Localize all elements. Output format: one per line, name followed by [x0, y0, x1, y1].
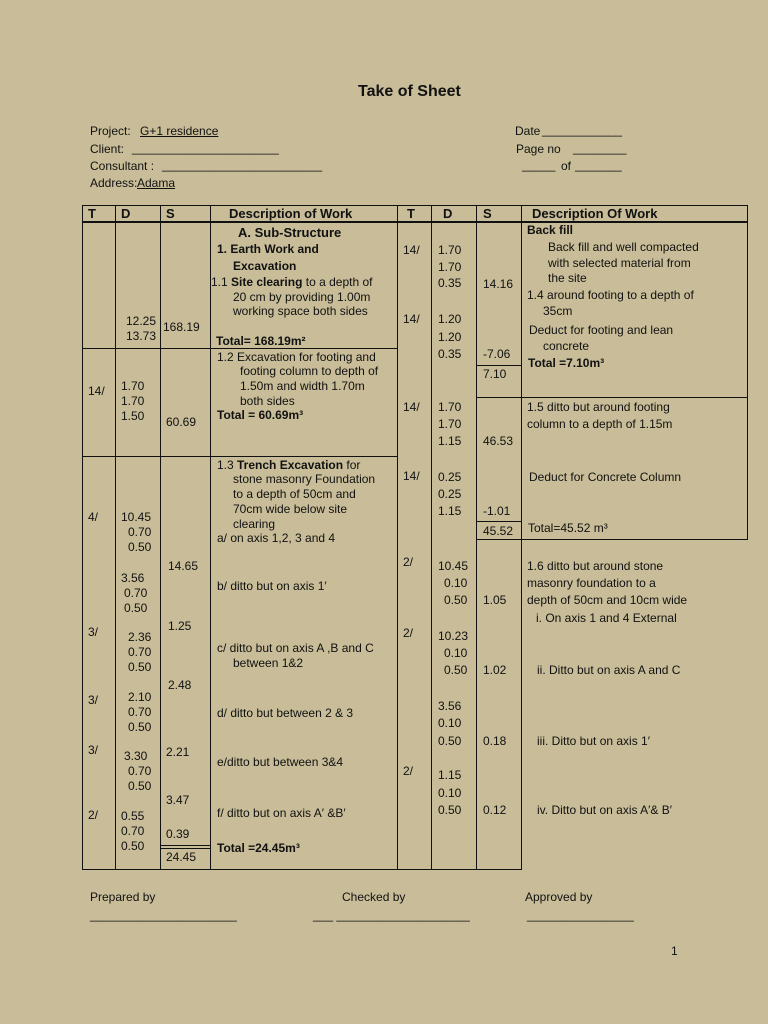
item-1-2-total: Total = 60.69m³	[217, 408, 304, 422]
item-1-3-d-t: 3/	[88, 693, 99, 707]
r4-t: 14/	[403, 469, 420, 483]
item-1-4-total: Total =7.10m³	[528, 356, 605, 370]
header-d-left: D	[121, 206, 131, 221]
date-line: ____________	[542, 123, 623, 137]
item-1-3-e-s: 3.47	[166, 793, 190, 807]
consultant-label: Consultant :	[90, 159, 155, 173]
of-pre-line: _____	[522, 158, 556, 172]
item-1-3-a-s: 14.65	[168, 559, 199, 573]
item-1-3-f-desc: f/ ditto but on axis A′ &B′	[217, 806, 346, 820]
item-1-6-line-1: 1.6 ditto but around stone	[527, 559, 664, 573]
consultant-line: ________________________	[162, 158, 323, 172]
item-1-2-line-4: both sides	[240, 394, 295, 408]
client-label: Client:	[90, 142, 125, 156]
r2-d1: 1.20	[438, 312, 462, 326]
item-1-1-d1: 12.25	[125, 314, 156, 328]
r8-t: 2/	[403, 764, 414, 778]
item-1-2-s: 60.69	[166, 415, 197, 429]
r7-d3: 0.50	[438, 734, 462, 748]
approved-by-label: Approved by	[525, 890, 593, 904]
item-1-3-c-s: 2.48	[168, 678, 192, 692]
r5-s: 1.05	[483, 593, 507, 607]
item-1-3-f-d3: 0.50	[121, 839, 145, 853]
item-1-3-b-desc: b/ ditto but on axis 1′	[217, 579, 327, 593]
r3-d2: 1.70	[438, 417, 462, 431]
item-1-2-line-1: 1.2 Excavation for footing and	[217, 350, 376, 364]
item-1-3-line-1: 1.3 Trench Excavation for	[217, 458, 361, 472]
item-1-3-e-d1: 3.30	[124, 749, 148, 763]
prepared-by-line: ______________________	[90, 908, 237, 922]
item-1-5-line-2: column to a depth of 1.15m	[527, 417, 673, 431]
r3-t: 14/	[403, 400, 420, 414]
r3-s: 46.53	[483, 434, 514, 448]
item-1-3-e-d2: 0.70	[128, 764, 152, 778]
r6-d2: 0.10	[444, 646, 468, 660]
r5-d3: 0.50	[444, 593, 468, 607]
address-label: Address:	[90, 176, 138, 190]
deduct-line-1: Deduct for footing and lean	[529, 323, 674, 337]
r6-d1: 10.23	[438, 629, 469, 643]
r1-d1: 1.70	[438, 243, 462, 257]
checked-by-line: ___ ____________________	[313, 908, 470, 922]
project-value: G+1 residence	[140, 124, 219, 138]
item-1-3-line-4: 70cm wide below site	[233, 502, 348, 516]
r1-d2: 1.70	[438, 260, 462, 274]
item-1-3-a-d3: 0.50	[128, 540, 152, 554]
r2-sum: 7.10	[483, 367, 507, 381]
of-line: _______	[575, 158, 622, 172]
r2-t: 14/	[403, 312, 420, 326]
backfill-line-1: Back fill and well compacted	[548, 240, 699, 254]
r8-d3: 0.50	[438, 803, 462, 817]
client-line: ______________________	[132, 141, 279, 155]
item-1-3-a-desc: a/ on axis 1,2, 3 and 4	[217, 531, 336, 545]
item-1-2-d2: 1.70	[121, 394, 145, 408]
item-1-3-b-d3: 0.50	[124, 601, 148, 615]
r8-s: 0.12	[483, 803, 507, 817]
item-1-3-f-d1: 0.55	[121, 809, 145, 823]
item-1-1-d2: 13.73	[125, 329, 156, 343]
item-1-1-line-1: 1.1 Site clearing to a depth of	[211, 275, 373, 289]
item-1-3-b-d2: 0.70	[124, 586, 148, 600]
section-heading: A. Sub-Structure	[238, 225, 342, 240]
header-t-right: T	[407, 206, 415, 221]
r4-d1: 0.25	[438, 470, 462, 484]
date-label: Date	[515, 124, 541, 138]
backfill-line-2: with selected material from	[548, 256, 691, 270]
item-1-3-a-d2: 0.70	[128, 525, 152, 539]
item-1-3-b-s: 1.25	[168, 619, 192, 633]
item-1-3-d-d2: 0.70	[128, 705, 152, 719]
r6-t: 2/	[403, 626, 414, 640]
header-s-left: S	[166, 206, 175, 221]
item-1-3-c-d2: 0.70	[128, 645, 152, 659]
r4-sum: 45.52	[483, 524, 514, 538]
item-1-1-s: 168.19	[163, 320, 200, 334]
item-1-3-a-d1: 10.45	[121, 510, 152, 524]
item-1-3-e-desc: e/ditto but between 3&4	[217, 755, 344, 769]
item-1-3-c-d3: 0.50	[128, 660, 152, 674]
r1-d3: 0.35	[438, 276, 462, 290]
item-1-3-c-d1: 2.36	[128, 630, 152, 644]
item-1-5-line-1: 1.5 ditto but around footing	[527, 400, 670, 414]
r7-d1: 3.56	[438, 699, 462, 713]
item-1-6-line-2: masonry foundation to a	[527, 576, 656, 590]
item-1-3-e-d3: 0.50	[128, 779, 152, 793]
item-1-6-ii-desc: ii. Ditto but on axis A and C	[537, 663, 681, 677]
deduct-line-2: concrete	[543, 339, 590, 353]
r2-s: -7.06	[483, 347, 511, 361]
earth-work-heading-1: 1. Earth Work and	[217, 242, 319, 256]
page-no-label: Page no	[516, 142, 561, 156]
prepared-by-label: Prepared by	[90, 890, 156, 904]
item-1-2-line-3: 1.50m and width 1.70m	[240, 379, 365, 393]
item-1-6-iii-desc: iii. Ditto but on axis 1′	[537, 734, 650, 748]
item-1-3-total-s: 24.45	[166, 850, 197, 864]
page-title: Take of Sheet	[358, 83, 461, 100]
item-1-6-i-desc: i. On axis 1 and 4 External	[536, 611, 677, 625]
r7-d2: 0.10	[438, 716, 462, 730]
header-description-left: Description of Work	[229, 206, 353, 221]
item-1-5-total: Total=45.52 m³	[528, 521, 608, 535]
item-1-1-line-2: 20 cm by providing 1.00m	[233, 290, 371, 304]
item-1-6-iv-desc: iv. Ditto but on axis A′& B′	[537, 803, 673, 817]
r6-s: 1.02	[483, 663, 507, 677]
item-1-3-f-t: 2/	[88, 808, 99, 822]
item-1-3-d-d1: 2.10	[128, 690, 152, 704]
backfill-heading: Back fill	[527, 223, 574, 237]
r8-d2: 0.10	[438, 786, 462, 800]
item-1-2-t: 14/	[88, 384, 105, 398]
r4-s: -1.01	[483, 504, 511, 518]
item-1-2-line-2: footing column to depth of	[240, 364, 379, 378]
r2-d3: 0.35	[438, 347, 462, 361]
r1-t: 14/	[403, 243, 420, 257]
page-no-line: ________	[573, 141, 627, 155]
item-1-3-a-t: 4/	[88, 510, 99, 524]
earth-work-heading-2: Excavation	[233, 259, 297, 273]
item-1-4-line-2: 35cm	[543, 304, 573, 318]
header-s-right: S	[483, 206, 492, 221]
item-1-3-d-desc: d/ ditto but between 2 & 3	[217, 706, 354, 720]
item-1-3-d-s: 2.21	[166, 745, 190, 759]
page-number: 1	[671, 944, 678, 958]
item-1-3-d-d3: 0.50	[128, 720, 152, 734]
r4-d2: 0.25	[438, 487, 462, 501]
item-1-3-f-s: 0.39	[166, 827, 190, 841]
r4-d3: 1.15	[438, 504, 462, 518]
item-1-3-line-5: clearing	[233, 517, 276, 531]
approved-by-line: ________________	[527, 908, 634, 922]
item-1-1-total: Total= 168.19m²	[216, 334, 306, 348]
item-1-3-c-t: 3/	[88, 625, 99, 639]
item-1-4-line-1: 1.4 around footing to a depth of	[527, 288, 694, 302]
address-value: Adama	[137, 176, 176, 190]
item-1-1-line-3: working space both sides	[233, 304, 368, 318]
r3-d3: 1.15	[438, 434, 462, 448]
header-t-left: T	[88, 206, 96, 221]
r5-d2: 0.10	[444, 576, 468, 590]
header-d-right: D	[443, 206, 453, 221]
item-1-6-line-3: depth of 50cm and 10cm wide	[527, 593, 688, 607]
checked-by-label: Checked by	[342, 890, 406, 904]
r5-t: 2/	[403, 555, 414, 569]
item-1-3-line-2: stone masonry Foundation	[233, 472, 376, 486]
r3-d1: 1.70	[438, 400, 462, 414]
item-1-3-e-t: 3/	[88, 743, 99, 757]
item-1-2-d3: 1.50	[121, 409, 145, 423]
r8-d1: 1.15	[438, 768, 462, 782]
item-1-3-total: Total =24.45m³	[217, 841, 300, 855]
r1-s: 14.16	[483, 277, 514, 291]
item-1-3-b-d1: 3.56	[121, 571, 145, 585]
r6-d3: 0.50	[444, 663, 468, 677]
r2-d2: 1.20	[438, 330, 462, 344]
project-label: Project:	[90, 124, 131, 138]
item-1-3-c-desc-2: between 1&2	[233, 656, 304, 670]
of-label: of	[561, 159, 572, 173]
item-1-3-c-desc-1: c/ ditto but on axis A ,B and C	[217, 641, 374, 655]
backfill-line-3: the site	[548, 271, 587, 285]
r5-d1: 10.45	[438, 559, 469, 573]
item-1-3-f-d2: 0.70	[121, 824, 145, 838]
r7-s: 0.18	[483, 734, 507, 748]
item-1-3-line-3: to a depth of 50cm and	[233, 487, 356, 501]
deduct-column: Deduct for Concrete Column	[529, 470, 682, 484]
item-1-2-d1: 1.70	[121, 379, 145, 393]
header-description-right: Description Of Work	[532, 206, 658, 221]
